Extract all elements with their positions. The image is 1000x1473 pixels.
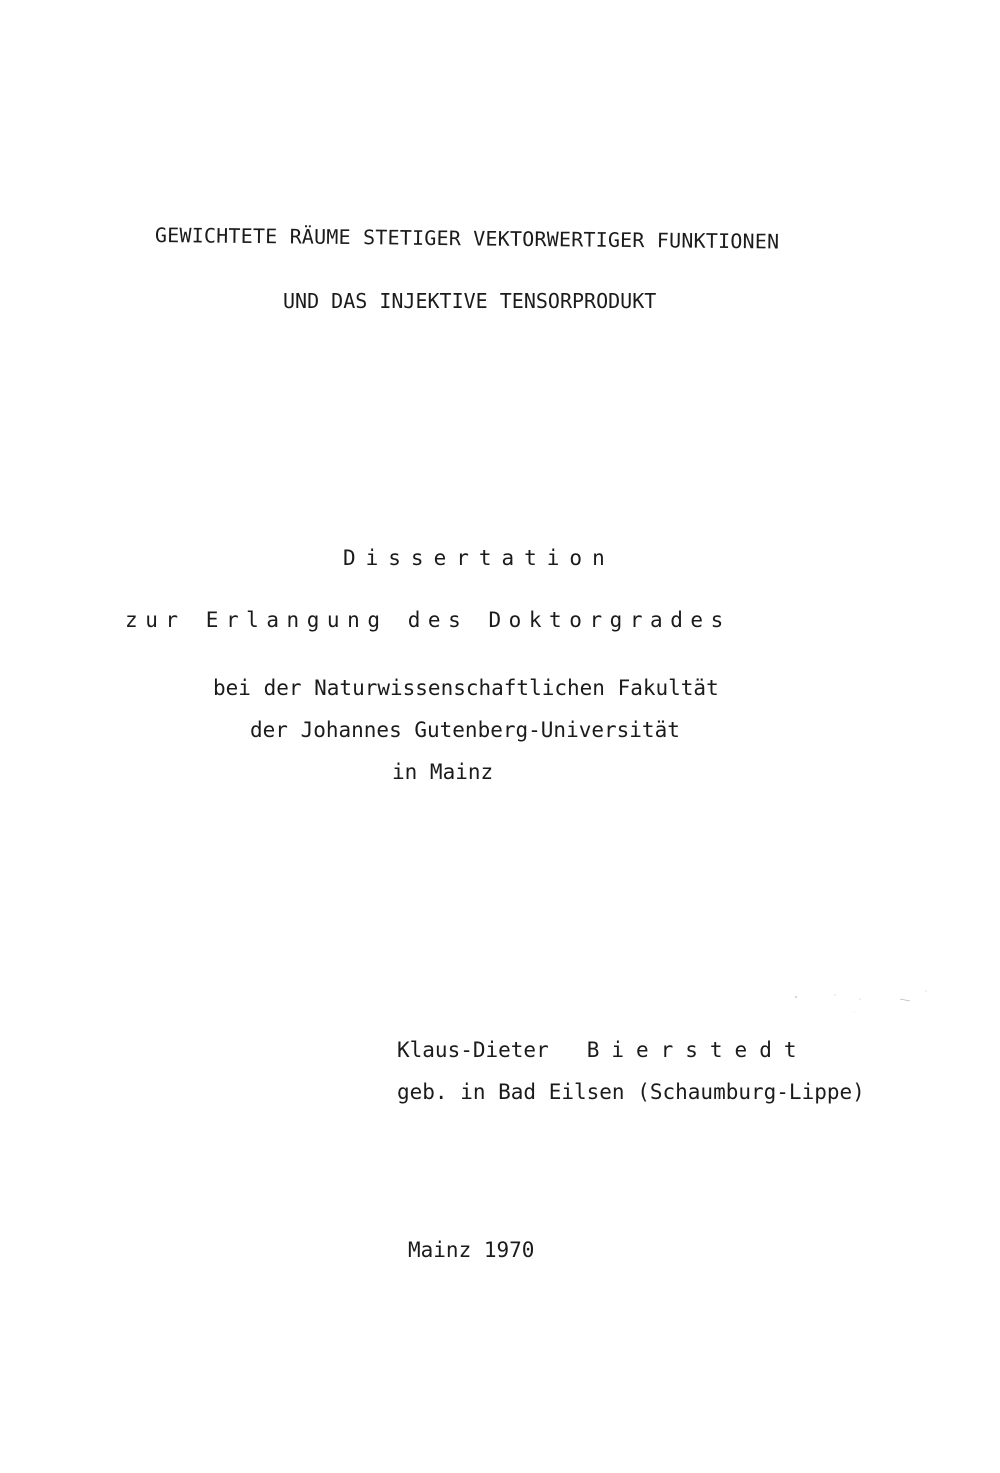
author-birthplace: geb. in Bad Eilsen (Schaumburg-Lippe) <box>397 1080 865 1104</box>
paper-specks <box>790 985 940 1015</box>
dissertation-heading: Dissertation <box>343 546 615 570</box>
faculty-line: bei der Naturwissenschaftlichen Fakultät <box>213 676 719 700</box>
thesis-title-line-2: UND DAS INJEKTIVE TENSORPRODUKT <box>283 289 657 313</box>
author-surname: Bierstedt <box>586 1038 809 1062</box>
author-line <box>397 1038 808 1062</box>
author-given-names: Klaus-Dieter <box>397 1038 549 1062</box>
degree-purpose: zur Erlangung des Doktorgrades <box>125 608 731 632</box>
place-and-year: Mainz 1970 <box>408 1238 535 1262</box>
thesis-title-line-1: GEWICHTETE RÄUME STETIGER VEKTORWERTIGER FUNKTIONEN <box>154 223 780 254</box>
city-line: in Mainz <box>392 760 494 784</box>
university-line: der Johannes Gutenberg-Universität <box>250 718 680 742</box>
